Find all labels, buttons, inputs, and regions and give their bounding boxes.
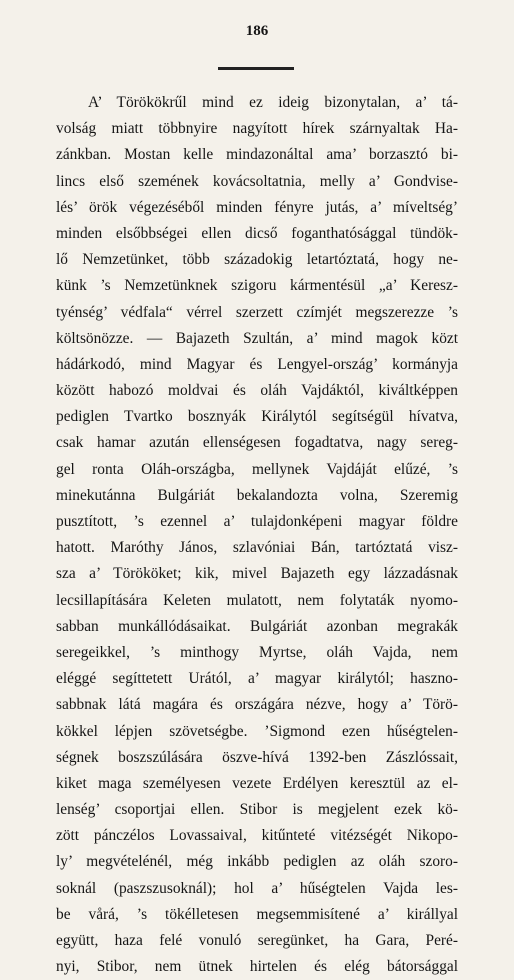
text-line: zött pánczélos Lovassaival, kitűnteté vitézségét Nikopo-	[56, 827, 458, 845]
text-line: A’ Törökökrűl mind ez ideig bizonytalan, a’ tá-	[88, 94, 458, 111]
text-line: csak hamar azután ellenségesen fogadtatva, nagy sereg-	[56, 434, 458, 452]
text-line: seregeikkel, ’s minthogy Myrtse, oláh Vajda, nem	[56, 643, 458, 661]
text-line: lincs első szemének kovácsoltatnia, melly a’ Gondvise-	[56, 172, 458, 190]
text-line: sza a’ Törököket; kik, mivel Bajazeth egy lázzadásnak	[56, 565, 458, 583]
text-line: tyénség’ védfala“ vérrel szerzett czímjét megszerezze ’s	[56, 303, 458, 321]
text-line: kökkel lépjen szövetségbe. ’Sigmond ezen hűségtelen-	[56, 722, 458, 740]
text-line: költsönözze. — Bajazeth Szultán, a’ mind magok közt	[56, 329, 458, 347]
text-line: nyi, Stibor, nem ütnek hirtelen és elég bátorsággal	[56, 958, 458, 976]
text-line: lés’ örök végezéséből minden fényre jutás, a’ míveltség’	[56, 198, 458, 216]
text-line: együtt, haza felé vonuló seregünket, ha Gara, Peré-	[56, 932, 458, 949]
text-line: gel ronta Oláh-országba, mellynek Vajdáját elűzé, ’s	[56, 460, 458, 478]
text-line: soknál (paszszusoknál); hol a’ hűségtelen Vajda les-	[56, 879, 458, 897]
text-line: hatott. Maróthy János, szlavóniai Bán, tartóztatá visz-	[56, 539, 458, 557]
divider-rule	[218, 67, 294, 70]
text-line: pusztított, ’s ezennel a’ tulajdonképeni magyar földre	[56, 513, 458, 530]
text-line: eléggé segíttetett Urától, a’ magyar királytól; haszno-	[56, 670, 458, 688]
text-line: lő Nemzetünket, több századokig letartóztatá, hogy ne-	[56, 251, 458, 269]
text-line: lecsillapítására Keleten mulatott, nem folytaták nyomo-	[56, 591, 458, 609]
text-line: sabban munkállódásaikat. Bulgáriát azonban megrakák	[56, 617, 458, 635]
body-text	[56, 90, 458, 980]
text-line: között habozó moldvai és oláh Vajdáktól, kiváltképpen	[56, 382, 458, 400]
text-line: ly’ megvételénél, még inkább pediglen az oláh szoro-	[56, 853, 458, 871]
page-number: 186	[245, 23, 269, 39]
text-line: pediglen Tvartko bosznyák Királytól segítségül hívatva,	[56, 408, 458, 426]
text-line: zánkban. Mostan kelle mindazonáltal ama’ borzasztó bi-	[56, 146, 458, 164]
text-line: sabbnak látá magára és országára nézve, hogy a’ Törö-	[56, 696, 458, 714]
text-line: volság miatt többnyire nagyított hírek szárnyaltak Ha-	[56, 120, 458, 138]
text-line: lenség’ csoportjai ellen. Stibor is megjelent ezek kö-	[56, 801, 458, 819]
text-line: minekutánna Bulgáriát bekalandozta volna, Szeremig	[56, 486, 458, 504]
text-line: minden elsőbbségei ellen dicső foganthatósággal tündök-	[56, 224, 458, 242]
text-line: künk ’s Nemzetünknek szigoru kármentésül „a’ Keresz-	[56, 277, 458, 295]
text-line: be vårá, ’s tökélletesen megsemmisítené a’ királlyal	[56, 905, 458, 923]
text-line: ségnek boszszúlására öszve-hívá 1392-ben Zászlóssait,	[56, 748, 458, 766]
text-line: hádárkodó, mind Magyar és Lengyel-ország’ kormányja	[56, 355, 458, 373]
text-line: kiket maga személyesen vezete Erdélyen keresztül az el-	[56, 774, 458, 792]
